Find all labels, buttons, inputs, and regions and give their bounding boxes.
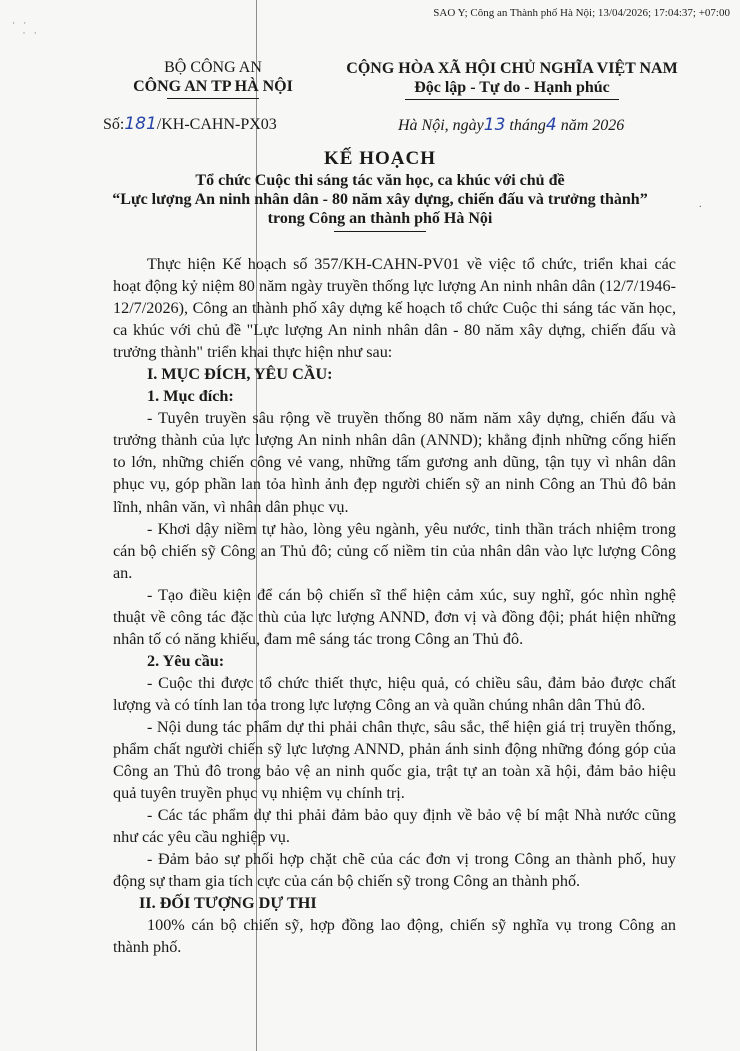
doc-number-handwritten: 181 (124, 114, 157, 134)
scan-artifact-dot: · (698, 202, 702, 213)
purpose-item-1: - Tuyên truyền sâu rộng về truyền thống 80 năm năm xây dựng, chiến đấu và trưởng thành của lực lượng An ninh nhân dân (ANND); khẳng định những cống hiến to lớn, những chiến công vẻ vang, những tấm gương anh dũng, tận tụy vì nhân dân phục vụ, góp phần lan tỏa hình ảnh đẹp người chiến sỹ an ninh Công an Thủ đô bản lĩnh, nhân văn, vì nhân dân phục vụ. (113, 409, 676, 516)
date-month-label: tháng (509, 117, 546, 134)
subsection-heading-purpose: 1. Mục đích: (147, 387, 234, 406)
date-day-handwritten: 13 (483, 115, 506, 135)
participants-paragraph: 100% cán bộ chiến sỹ, hợp đồng lao động, chiến sỹ nghĩa vụ trong Công an thành phố. (113, 916, 676, 957)
scan-artifact: · · · · (12, 18, 40, 38)
purpose-item-3: - Tạo điều kiện để cán bộ chiến sĩ thể hiện cảm xúc, suy nghĩ, góc nhìn nghệ thuật về công tác đặc thù của lực lượng ANND, đơn vị và đồng đội; phát hiện những nhân tố có năng khiếu, đam mê sáng tác trong Công an Thủ đô. (113, 585, 676, 648)
national-motto: Độc lập - Tự do - Hạnh phúc (414, 79, 610, 96)
section-heading-1: I. MỤC ĐÍCH, YÊU CẦU: (147, 365, 333, 384)
title-line-3: trong Công an thành phố Hà Nội (267, 210, 493, 227)
purpose-item-2: - Khơi dậy niềm tự hào, lòng yêu ngành, yêu nước, tinh thần trách nhiệm trong cán bộ chiến sỹ Công an Thủ đô; củng cố niềm tin của nhân dân vào lực lượng Công an. (113, 519, 676, 582)
requirement-item-4: - Đảm bảo sự phối hợp chặt chẽ của các đơn vị trong Công an thành phố, huy động sự tham gia tích cực của cán bộ chiến sỹ trong Công an thành phố. (113, 850, 676, 891)
country-name: CỘNG HÒA XÃ HỘI CHỦ NGHĨA VIỆT NAM (346, 60, 678, 77)
document-date (398, 115, 624, 135)
title-line-1: Tổ chức Cuộc thi sáng tác văn học, ca khúc với chủ đề (195, 172, 565, 189)
doc-number-suffix: /KH-CAHN-PX03 (156, 116, 277, 133)
requirement-item-2: - Nội dung tác phẩm dự thi phải chân thực, sâu sắc, thể hiện giá trị truyền thống, phẩm chất người chiến sỹ lực lượng ANND, phản ánh sinh động những đóng góp của Công an Thủ đô trong bảo vệ an ninh quốc gia, trật tự an toàn xã hội, đảm bảo hiệu quả tuyên truyền phục vụ nhiệm vụ chính trị. (113, 717, 676, 803)
requirement-item-3: - Các tác phẩm dự thi phải đảm bảo quy định về bảo vệ bí mật Nhà nước cũng như các yêu cầu nghiệp vụ. (113, 806, 676, 847)
document-number (103, 114, 277, 134)
date-year: năm 2026 (560, 117, 625, 134)
intro-paragraph: Thực hiện Kế hoạch số 357/KH-CAHN-PV01 về việc tổ chức, triển khai các hoạt động kỷ niệm 80 năm ngày truyền thống lực lượng An ninh nhân dân (12/7/1946-12/7/2026), Công an thành phố xây dựng kế hoạch tổ chức Cuộc thi sáng tác văn học, ca khúc với chủ đề "Lực lượng An ninh nhân dân - 80 năm xây dựng, chiến đấu và trưởng thành" triển khai thực hiện như sau: (113, 255, 676, 362)
date-place: Hà Nội, ngày (398, 117, 484, 134)
subsection-heading-requirements: 2. Yêu cầu: (147, 651, 225, 670)
title-underline (334, 231, 426, 232)
requirement-item-1: - Cuộc thi được tổ chức thiết thực, hiệu quả, có chiều sâu, đảm bảo được chất lượng và có tính lan tỏa trong lực lượng Công an và quần chúng nhân dân Thủ đô. (113, 673, 676, 714)
doc-number-prefix: Số: (103, 116, 125, 133)
national-header (330, 59, 694, 100)
agency-underline (167, 98, 259, 99)
motto-underline (405, 99, 619, 100)
title-main: KẾ HOẠCH (324, 148, 436, 169)
issuing-agency-header (108, 58, 318, 99)
agency-name: CÔNG AN TP HÀ NỘI (133, 78, 293, 95)
date-month-handwritten: 4 (545, 115, 557, 135)
digital-copy-stamp: SAO Y; Công an Thành phố Hà Nội; 13/04/2026; 17:04:37; +07:00 (433, 7, 730, 19)
ministry-name: BỘ CÔNG AN (164, 59, 262, 76)
section-heading-2: II. ĐỐI TƯỢNG DỰ THI (139, 894, 317, 913)
title-line-2: “Lực lượng An ninh nhân dân - 80 năm xây dựng, chiến đấu và trưởng thành” (112, 191, 648, 208)
document-title (60, 147, 700, 232)
document-body (113, 253, 676, 959)
